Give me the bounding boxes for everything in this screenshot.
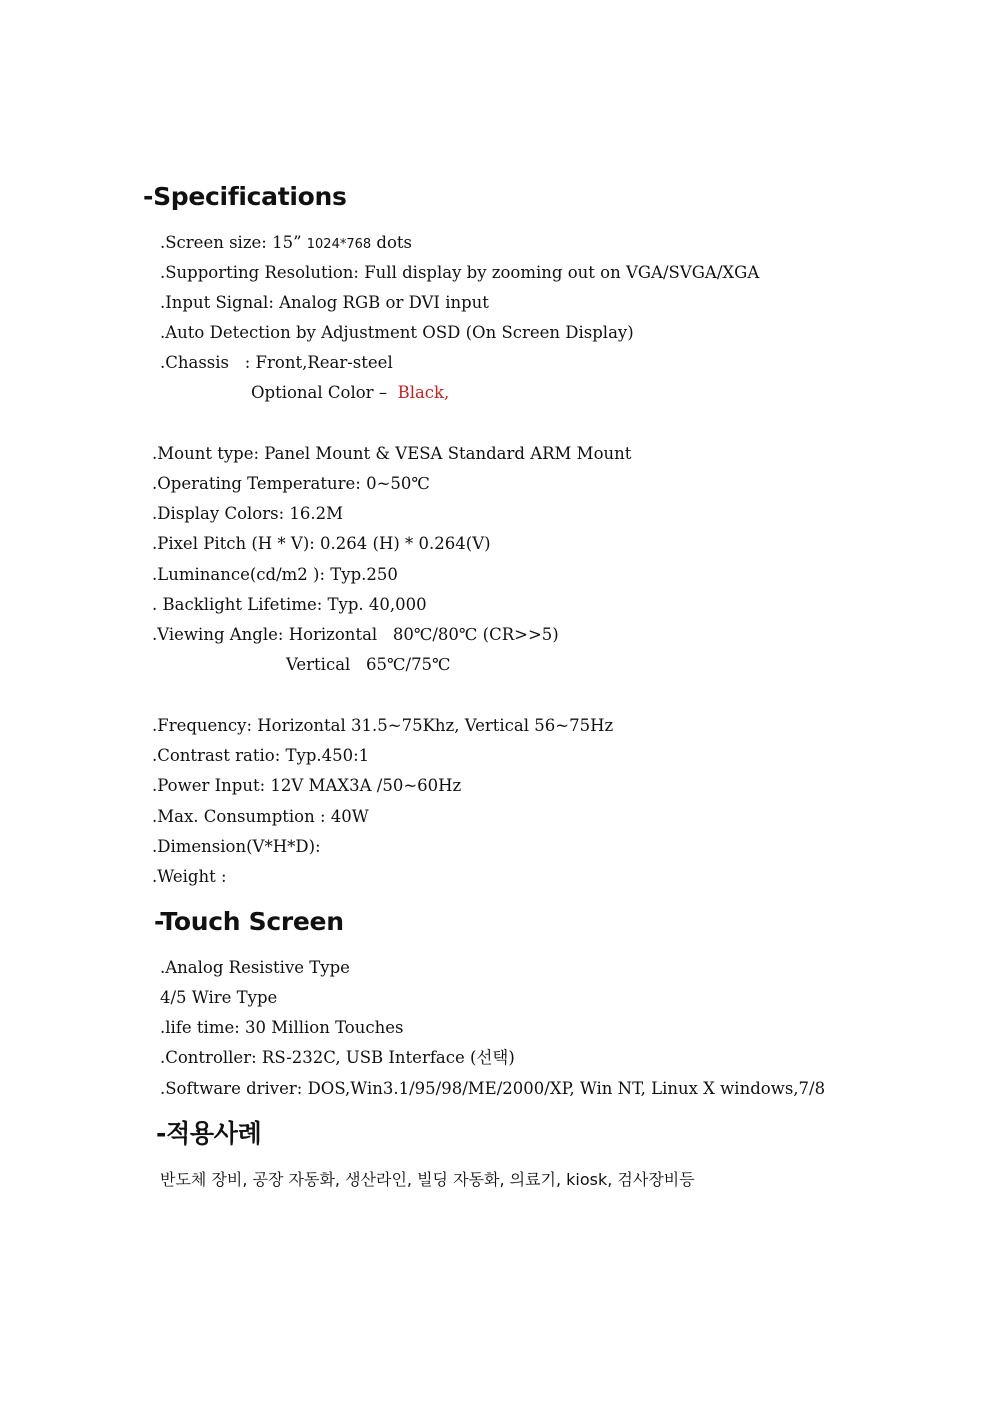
spec-optional-color: [251, 382, 449, 404]
spec-display-colors: .Display Colors: 16.2M: [152, 504, 344, 523]
spec-mount-type: .Mount type: Panel Mount & VESA Standard ARM Mount: [152, 444, 632, 463]
touch-life-time: .life time: 30 Million Touches: [160, 1018, 404, 1037]
touch-controller: .Controller: RS-232C, USB Interface (선택): [160, 1048, 515, 1067]
touch-wire: 4/5 Wire Type: [160, 988, 278, 1007]
spec-backlight-lifetime: . Backlight Lifetime: Typ. 40,000: [152, 595, 427, 614]
spec-optional-color-label: Optional Color –: [251, 383, 398, 402]
spec-luminance: .Luminance(cd/m2 ): Typ.250: [152, 565, 398, 584]
spec-screen-size-dots: 1024*768: [306, 237, 372, 252]
spec-max-consumption: .Max. Consumption : 40W: [152, 807, 369, 826]
spec-screen-size-label: .Screen size: 15”: [160, 233, 307, 252]
applications-text: 반도체 장비, 공장 자동화, 생산라인, 빌딩 자동화, 의료기, kiosk, 검사장비등: [160, 1170, 695, 1189]
spec-supporting-resolution: .Supporting Resolution: Full display by zooming out on VGA/SVGA/XGA: [160, 263, 760, 282]
spec-contrast-ratio: .Contrast ratio: Typ.450:1: [152, 746, 370, 765]
spec-optional-color-value: Black,: [397, 383, 450, 402]
specifications-heading: -Specifications: [143, 182, 347, 211]
touch-type: .Analog Resistive Type: [160, 958, 350, 977]
spec-chassis: .Chassis : Front,Rear-steel: [160, 353, 393, 372]
spec-screen-size: [160, 232, 412, 256]
spec-operating-temperature: .Operating Temperature: 0~50℃: [152, 474, 430, 493]
touch-software-driver: .Software driver: DOS,Win3.1/95/98/ME/2000/XP, Win NT, Linux X windows,7/8: [160, 1079, 826, 1098]
spec-viewing-angle-horizontal: .Viewing Angle: Horizontal 80℃/80℃ (CR>>5): [152, 625, 559, 644]
spec-frequency: .Frequency: Horizontal 31.5~75Khz, Vertical 56~75Hz: [152, 716, 614, 735]
spec-power-input: .Power Input: 12V MAX3A /50~60Hz: [152, 776, 462, 795]
spec-input-signal: .Input Signal: Analog RGB or DVI input: [160, 293, 489, 312]
spec-viewing-angle-vertical: Vertical 65℃/75℃: [286, 655, 451, 674]
spec-screen-size-suffix: dots: [371, 233, 413, 252]
spec-pixel-pitch: .Pixel Pitch (H * V): 0.264 (H) * 0.264(V): [152, 534, 491, 553]
spec-dimension: .Dimension(V*H*D):: [152, 837, 321, 856]
spec-weight: .Weight :: [152, 867, 227, 886]
applications-heading: -적용사례: [156, 1119, 262, 1148]
spec-auto-detection: .Auto Detection by Adjustment OSD (On Screen Display): [160, 323, 634, 342]
touch-screen-heading: -Touch Screen: [154, 907, 344, 936]
